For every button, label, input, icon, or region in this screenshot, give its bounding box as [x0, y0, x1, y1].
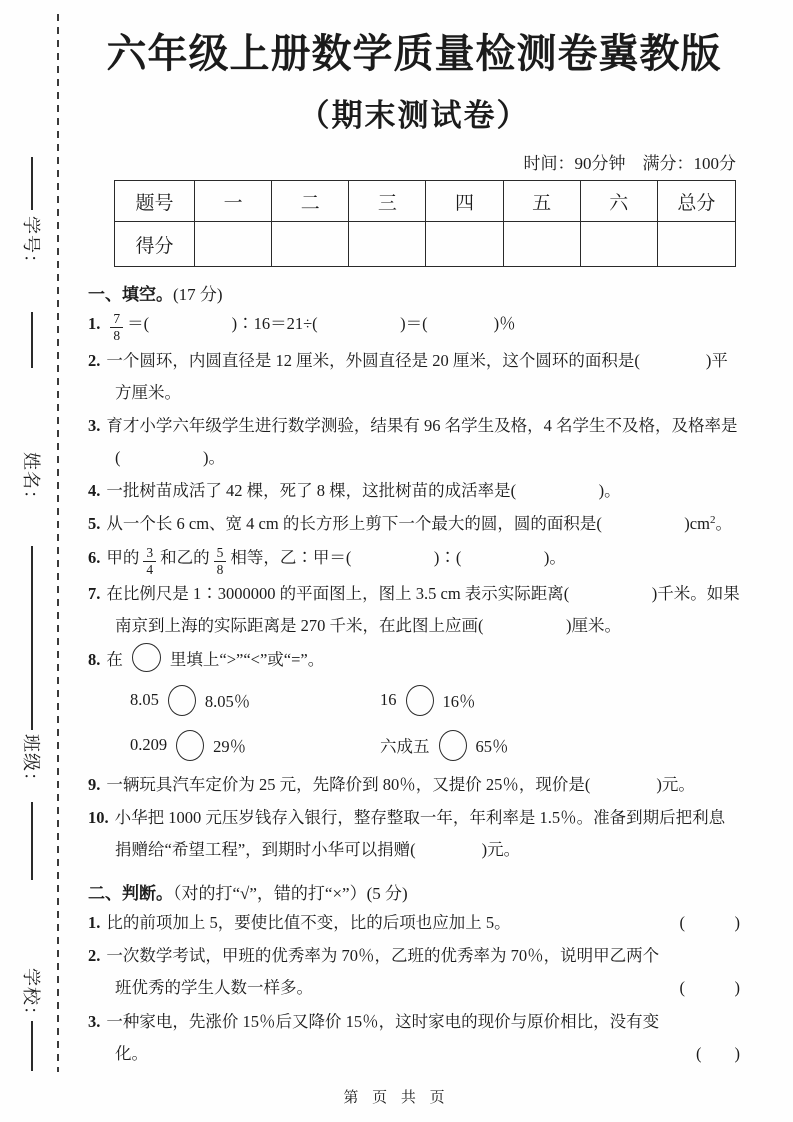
- question-text: 一次数学考试，甲班的优秀率为 70％，乙班的优秀率为 70％，说明甲乙两个班优秀的学生人数一样多。: [106, 946, 660, 998]
- question-number: 3.: [88, 415, 101, 435]
- fraction-numerator: 3: [143, 545, 156, 562]
- question-number: 6.: [88, 547, 101, 567]
- question-number: 3.: [88, 1011, 101, 1031]
- judge-text: [88, 907, 672, 939]
- page-title: 六年级上册数学质量检测卷冀教版: [106, 31, 722, 77]
- question-5: [88, 508, 740, 540]
- score-table-header-cell: 四: [426, 181, 503, 222]
- exam-meta: 时间：90分钟 满分：100分: [523, 154, 736, 173]
- score-table-header-cell: 五: [503, 181, 580, 222]
- question-text: 和乙的: [160, 547, 210, 567]
- blank-line: [31, 546, 33, 730]
- fraction: [110, 311, 123, 343]
- judge-text: [88, 940, 672, 1004]
- section-1-score: (17 分): [173, 285, 223, 304]
- question-text: 一批树苗成活了 42 棵，死了 8 棵，这批树苗的成活率是( )。: [106, 481, 621, 501]
- question-number: 4.: [88, 481, 101, 501]
- compare-circle: [132, 643, 161, 672]
- judge-item-2: [88, 940, 740, 1004]
- question-text: 在比例尺是 1∶3000000 的平面图上，图上 3.5 cm 表示实际距离( )千米。如果南京到上海的实际距离是 270 千米，在此图上应画( )厘米。: [106, 584, 740, 636]
- score-table-header-row: [115, 181, 736, 222]
- blank-line: [31, 312, 33, 368]
- judge-text: [88, 1006, 688, 1070]
- section-1-title: 一、填空。: [88, 285, 173, 304]
- section-2-title: 二、判断。: [88, 884, 173, 904]
- judge-item-1: [88, 907, 740, 939]
- page-subtitle: （期末测试卷）: [298, 98, 530, 134]
- comparison-grid: [130, 685, 740, 761]
- cut-dashed-line: [57, 14, 59, 1072]
- question-text: ＝( )∶16＝21÷( )＝( )％: [127, 314, 516, 333]
- score-cell: [349, 222, 426, 267]
- section-2-score: （对的打“√”，错的打“×”）(5 分): [173, 884, 408, 904]
- question-number: 2.: [88, 350, 101, 370]
- question-number: 10.: [88, 807, 109, 827]
- fraction: [214, 545, 227, 577]
- question-number: 2.: [88, 946, 101, 966]
- left-value: 16: [380, 690, 397, 710]
- question-2: [88, 345, 740, 409]
- school-label: 学校：: [21, 968, 41, 1025]
- comparison-pair: [380, 730, 740, 761]
- score-cell: [580, 222, 657, 267]
- fraction-numerator: 5: [214, 545, 227, 562]
- fraction-denominator: 4: [146, 561, 154, 577]
- fraction-numerator: 7: [110, 311, 123, 328]
- blank-line: [31, 802, 33, 880]
- question-number: 1.: [88, 913, 101, 933]
- question-6: [88, 542, 740, 578]
- question-number: 7.: [88, 584, 101, 604]
- fraction: [143, 545, 156, 577]
- right-value: 16％: [442, 692, 476, 712]
- compare-circle: [176, 730, 204, 761]
- compare-circle: [439, 730, 467, 761]
- score-table-header-cell: 题号: [115, 181, 195, 222]
- section-1-heading: [88, 280, 740, 305]
- question-number: 5.: [88, 514, 101, 534]
- section-2-heading: [88, 879, 740, 904]
- score-table-header-cell: 三: [349, 181, 426, 222]
- score-cell: [657, 222, 735, 267]
- blank-line: [31, 157, 33, 210]
- left-value: 六成五: [380, 737, 430, 757]
- question-number: 8.: [88, 650, 101, 670]
- question-text: 相等，乙∶甲＝( )∶( )。: [230, 547, 566, 567]
- score-table-header-cell: 二: [272, 181, 349, 222]
- answer-paren: ( ): [679, 913, 740, 933]
- score-cell: [503, 222, 580, 267]
- question-text: 在: [106, 650, 123, 670]
- question-text: 小华把 1000 元压岁钱存入银行，整存整取一年，年利率是 1.5％。准备到期后把利息捐赠给“希望工程”，到期时小华可以捐赠( )元。: [114, 807, 726, 859]
- question-10: [88, 802, 740, 866]
- score-table-header-cell: 一: [195, 181, 272, 222]
- student-name-label: 姓名：: [21, 452, 41, 509]
- question-number: 9.: [88, 774, 101, 794]
- question-1: [88, 308, 740, 344]
- comparison-pair: [130, 730, 380, 761]
- left-value: 8.05: [130, 690, 159, 710]
- right-value: 65％: [475, 737, 509, 757]
- question-text: 里填上“>”“<”或“=”。: [169, 650, 325, 670]
- right-value: 8.05％: [204, 692, 251, 712]
- question-text: 从一个长 6 cm、宽 4 cm 的长方形上剪下一个最大的圆，圆的面积是( )cm: [106, 514, 710, 534]
- student-number-label: 学号：: [21, 216, 41, 273]
- question-text: 比的前项加上 5，要使比值不变，比的后项也应加上 5。: [106, 913, 511, 933]
- question-7: [88, 578, 740, 642]
- blank-line: [31, 1021, 33, 1071]
- judge-item-3: [88, 1006, 740, 1070]
- score-cell: [426, 222, 503, 267]
- compare-circle: [406, 685, 434, 716]
- compare-circle: [168, 685, 196, 716]
- comparison-pair: [130, 685, 380, 716]
- score-table: [114, 180, 736, 267]
- fraction-denominator: 8: [113, 328, 121, 343]
- cm-squared-exponent: 2: [709, 514, 716, 527]
- exam-content: [88, 0, 740, 1071]
- score-table-score-row: [115, 222, 736, 267]
- score-table-header-cell: 总分: [657, 181, 735, 222]
- class-label: 班级：: [21, 734, 41, 791]
- page-footer: 第 页 共 页: [343, 1090, 450, 1106]
- question-8: [88, 643, 740, 676]
- left-value: 0.209: [130, 735, 168, 755]
- question-4: [88, 475, 740, 507]
- comparison-pair: [380, 685, 740, 716]
- score-cell: [272, 222, 349, 267]
- fraction-denominator: 8: [216, 561, 224, 577]
- right-value: 29％: [213, 737, 247, 757]
- question-number: 1.: [88, 314, 101, 333]
- question-9: [88, 769, 740, 801]
- answer-paren: ( ): [679, 978, 740, 998]
- question-text: 育才小学六年级学生进行数学测验，结果有 96 名学生及格，4 名学生不及格，及格率是( )。: [106, 415, 738, 468]
- score-cell: [195, 222, 272, 267]
- question-3: [88, 410, 740, 474]
- score-row-label: 得分: [115, 222, 195, 267]
- question-text: 一个圆环，内圆直径是 12 厘米，外圆直径是 20 厘米，这个圆环的面积是( )平方厘米。: [106, 350, 728, 402]
- question-text: 甲的: [106, 547, 140, 567]
- score-table-header-cell: 六: [580, 181, 657, 222]
- question-text: 一种家电，先涨价 15％后又降价 15％，这时家电的现价与原价相比，没有变化。: [106, 1011, 660, 1063]
- answer-paren: ( ): [696, 1043, 740, 1063]
- question-text: 一辆玩具汽车定价为 25 元，先降价到 80％，又提价 25％，现价是( )元。: [106, 774, 695, 794]
- question-text: 。: [715, 514, 732, 534]
